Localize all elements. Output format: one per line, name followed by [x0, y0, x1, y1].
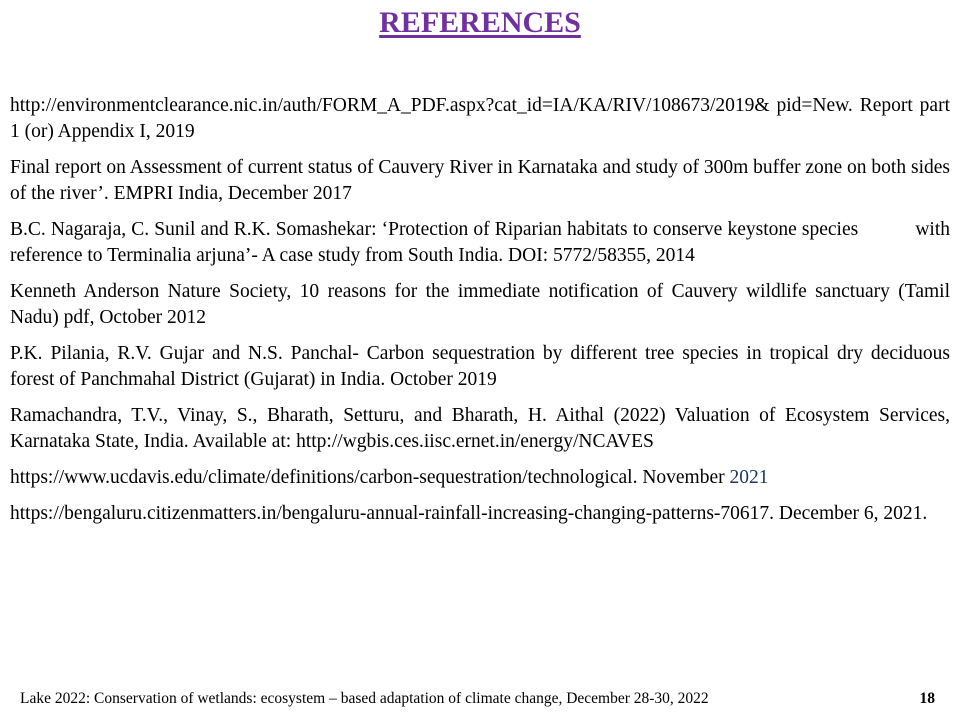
reference-list	[10, 93, 950, 537]
reference-item: Kenneth Anderson Nature Society, 10 reasons for the immediate notification of Cauvery wildlife sanctuary (Tamil Nadu) pdf, October 2012	[10, 281, 950, 328]
reference-item	[10, 465, 950, 491]
reference-item: Final report on Assessment of current status of Cauvery River in Karnataka and study of 300m buffer zone on both sides of the river’. EMPRI India, December 2017	[10, 157, 950, 204]
page-number: 18	[919, 690, 935, 707]
reference-item: Ramachandra, T.V., Vinay, S., Bharath, Setturu, and Bharath, H. Aithal (2022) Valuation of Ecosystem Services, Karnataka State, India. Available at: http://wgbis.ces.iisc.ernet.in/energy/NCAVES	[10, 405, 950, 452]
reference-item	[10, 217, 950, 269]
reference-item: P.K. Pilania, R.V. Gujar and N.S. Panchal- Carbon sequestration by different tree species in tropical dry deciduous forest of Panchmahal District (Gujarat) in India. October 2019	[10, 343, 950, 390]
reference-year: 2021	[729, 467, 769, 488]
reference-text: with reference to Terminalia arjuna’- A case study from South India. DOI: 5772/58355, 2014	[10, 219, 950, 266]
reference-text: https://www.ucdavis.edu/climate/definitions/carbon-sequestration/technological. November	[10, 467, 725, 488]
page-title: REFERENCES	[379, 6, 581, 39]
reference-item: http://environmentclearance.nic.in/auth/FORM_A_PDF.aspx?cat_id=IA/KA/RIV/108673/2019& pid=New. Report part 1 (or) Appendix I, 2019	[10, 95, 950, 142]
reference-item: https://bengaluru.citizenmatters.in/bengaluru-annual-rainfall-increasing-changing-patterns-70617. December 6, 2021.	[10, 503, 928, 524]
footer-text: Lake 2022: Conservation of wetlands: ecosystem – based adaptation of climate change, December 28-30, 2022	[20, 690, 709, 707]
reference-text: B.C. Nagaraja, C. Sunil and R.K. Somashekar: ‘Protection of Riparian habitats to conserve keystone species	[10, 219, 859, 240]
